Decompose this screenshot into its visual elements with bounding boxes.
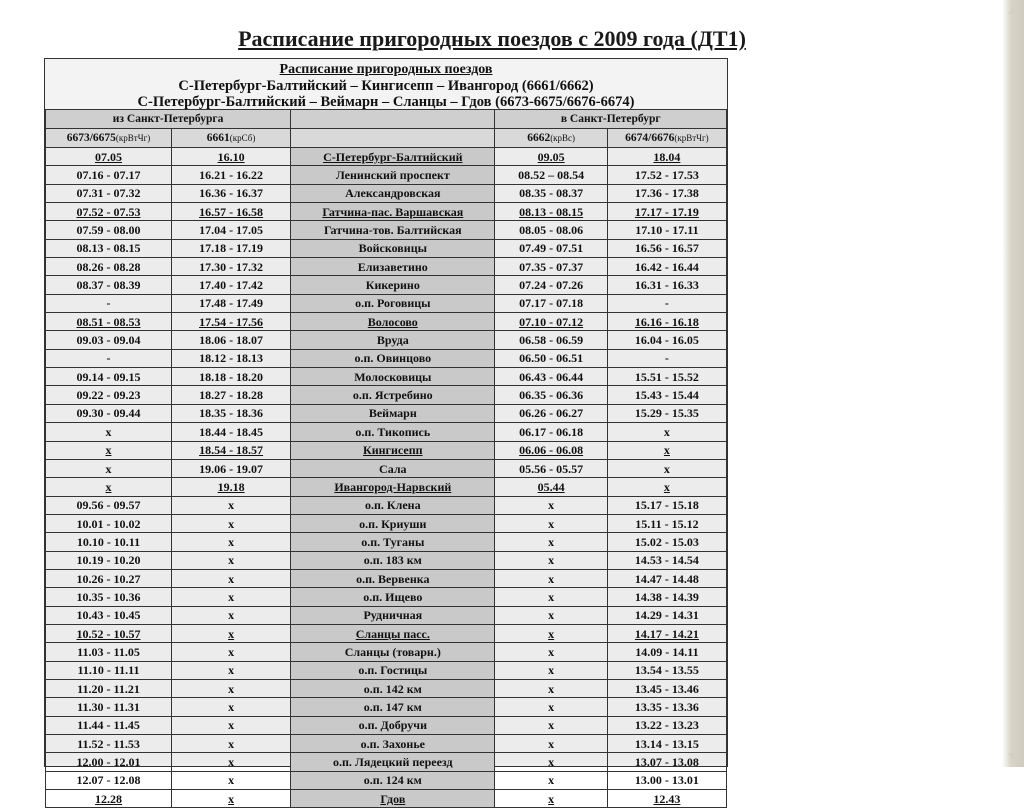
station-name: о.п. Добручи xyxy=(291,716,495,734)
time-from-gdov: 17.36 - 17.38 xyxy=(607,184,726,202)
time-from-ivangorod: 08.35 - 08.37 xyxy=(495,184,607,202)
schedule-row xyxy=(46,753,727,771)
station-name: о.п. Ястребино xyxy=(291,386,495,404)
time-from-ivangorod: 08.05 - 08.06 xyxy=(495,221,607,239)
time-to-ivangorod: x xyxy=(171,496,290,514)
station-name: о.п. Туганы xyxy=(291,533,495,551)
time-to-ivangorod: x xyxy=(171,551,290,569)
schedule-row xyxy=(46,221,727,239)
time-to-gdov: 10.35 - 10.36 xyxy=(46,588,172,606)
time-from-gdov: x xyxy=(607,423,726,441)
schedule-row xyxy=(46,533,727,551)
station-name: Сала xyxy=(291,459,495,477)
time-from-ivangorod: 09.05 xyxy=(495,148,607,166)
time-from-gdov: 17.17 - 17.19 xyxy=(607,203,726,221)
time-to-gdov: 09.30 - 09.44 xyxy=(46,404,172,422)
schedule-row xyxy=(46,735,727,753)
time-to-ivangorod: 16.36 - 16.37 xyxy=(171,184,290,202)
time-to-ivangorod: 18.35 - 18.36 xyxy=(171,404,290,422)
time-from-gdov: 14.17 - 14.21 xyxy=(607,624,726,642)
station-name: Волосово xyxy=(291,313,495,331)
time-to-gdov: 07.31 - 07.32 xyxy=(46,184,172,202)
time-from-ivangorod: 05.56 - 05.57 xyxy=(495,459,607,477)
time-to-ivangorod: 17.04 - 17.05 xyxy=(171,221,290,239)
arrow-up-icon xyxy=(1008,6,1020,14)
time-from-ivangorod: 06.50 - 06.51 xyxy=(495,349,607,367)
station-name: о.п. Лядецкий переезд xyxy=(291,753,495,771)
station-name: Сланцы пасс. xyxy=(291,624,495,642)
station-name: Гдов xyxy=(291,790,495,808)
schedule-row xyxy=(46,606,727,624)
time-to-gdov: - xyxy=(46,294,172,312)
time-to-gdov: 10.52 - 10.57 xyxy=(46,624,172,642)
time-to-gdov: 07.59 - 08.00 xyxy=(46,221,172,239)
schedule-row xyxy=(46,349,727,367)
time-from-gdov: 14.47 - 14.48 xyxy=(607,569,726,587)
station-name: о.п. Криуши xyxy=(291,514,495,532)
schedule-row xyxy=(46,790,727,808)
time-from-ivangorod: x xyxy=(495,753,607,771)
time-from-gdov: 16.31 - 16.33 xyxy=(607,276,726,294)
time-from-ivangorod: 06.43 - 06.44 xyxy=(495,368,607,386)
direction-header-row xyxy=(46,110,727,129)
schedule-row xyxy=(46,294,727,312)
time-to-gdov: 08.13 - 08.15 xyxy=(46,239,172,257)
time-from-ivangorod: 06.26 - 06.27 xyxy=(495,404,607,422)
time-from-ivangorod: 07.24 - 07.26 xyxy=(495,276,607,294)
station-name: о.п. 124 км xyxy=(291,771,495,789)
station-name: Молосковицы xyxy=(291,368,495,386)
train-number-row xyxy=(46,129,727,148)
time-to-gdov: x xyxy=(46,459,172,477)
station-name: Веймарн xyxy=(291,404,495,422)
schedule-row xyxy=(46,148,727,166)
schedule-document xyxy=(44,58,728,806)
time-to-gdov: 09.14 - 09.15 xyxy=(46,368,172,386)
time-to-gdov: 08.37 - 08.39 xyxy=(46,276,172,294)
time-from-ivangorod: 06.06 - 06.08 xyxy=(495,441,607,459)
time-to-gdov: 11.44 - 11.45 xyxy=(46,716,172,734)
time-from-ivangorod: 07.10 - 07.12 xyxy=(495,313,607,331)
time-to-gdov: 10.10 - 10.11 xyxy=(46,533,172,551)
time-from-gdov: 15.17 - 15.18 xyxy=(607,496,726,514)
time-from-ivangorod: x xyxy=(495,790,607,808)
schedule-table xyxy=(45,109,727,808)
time-from-ivangorod: x xyxy=(495,496,607,514)
time-to-gdov: 10.43 - 10.45 xyxy=(46,606,172,624)
time-to-gdov: 12.28 xyxy=(46,790,172,808)
station-name: Елизаветино xyxy=(291,258,495,276)
station-name: Александровская xyxy=(291,184,495,202)
station-name: Гатчина-тов. Балтийская xyxy=(291,221,495,239)
station-name: о.п. Клена xyxy=(291,496,495,514)
time-to-ivangorod: 18.12 - 18.13 xyxy=(171,349,290,367)
time-from-gdov: 16.56 - 16.57 xyxy=(607,239,726,257)
time-to-gdov: 12.00 - 12.01 xyxy=(46,753,172,771)
time-to-gdov: 09.56 - 09.57 xyxy=(46,496,172,514)
time-from-gdov: 13.35 - 13.36 xyxy=(607,698,726,716)
time-to-gdov: 11.20 - 11.21 xyxy=(46,679,172,697)
time-from-gdov: 14.38 - 14.39 xyxy=(607,588,726,606)
schedule-row xyxy=(46,514,727,532)
train-col-station xyxy=(291,129,495,148)
station-name: о.п. Гостицы xyxy=(291,661,495,679)
time-from-gdov: 14.09 - 14.11 xyxy=(607,643,726,661)
time-from-gdov: 16.16 - 16.18 xyxy=(607,313,726,331)
time-to-gdov: 10.01 - 10.02 xyxy=(46,514,172,532)
station-name: Кикерино xyxy=(291,276,495,294)
station-name: о.п. Вервенка xyxy=(291,569,495,587)
time-from-ivangorod: x xyxy=(495,661,607,679)
time-from-gdov: x xyxy=(607,459,726,477)
time-from-ivangorod: x xyxy=(495,588,607,606)
schedule-row xyxy=(46,166,727,184)
train-col-5: 6674/6676(крВтЧг) xyxy=(607,129,726,148)
time-to-gdov: x xyxy=(46,478,172,496)
schedule-row xyxy=(46,276,727,294)
schedule-row xyxy=(46,661,727,679)
time-from-ivangorod: x xyxy=(495,716,607,734)
time-to-ivangorod: x xyxy=(171,753,290,771)
schedule-row xyxy=(46,716,727,734)
time-to-ivangorod: x xyxy=(171,735,290,753)
time-from-gdov: 13.45 - 13.46 xyxy=(607,679,726,697)
train-col-1: 6673/6675(крВтЧг) xyxy=(46,129,172,148)
time-from-gdov: 15.43 - 15.44 xyxy=(607,386,726,404)
station-name: о.п. 183 км xyxy=(291,551,495,569)
time-from-ivangorod: 06.58 - 06.59 xyxy=(495,331,607,349)
station-name: Рудничная xyxy=(291,606,495,624)
time-from-gdov: 14.29 - 14.31 xyxy=(607,606,726,624)
arrow-down-icon xyxy=(1008,753,1020,761)
time-to-gdov: 10.19 - 10.20 xyxy=(46,551,172,569)
station-name: Кингисепп xyxy=(291,441,495,459)
time-from-ivangorod: x xyxy=(495,624,607,642)
time-from-ivangorod: x xyxy=(495,569,607,587)
time-from-gdov: 15.51 - 15.52 xyxy=(607,368,726,386)
time-from-gdov: 12.43 xyxy=(607,790,726,808)
station-name: о.п. Тикопись xyxy=(291,423,495,441)
schedule-row xyxy=(46,331,727,349)
time-from-gdov: 14.53 - 14.54 xyxy=(607,551,726,569)
time-to-ivangorod: 18.06 - 18.07 xyxy=(171,331,290,349)
time-to-gdov: 08.51 - 08.53 xyxy=(46,313,172,331)
schedule-row xyxy=(46,496,727,514)
station-name: Сланцы (товарн.) xyxy=(291,643,495,661)
time-to-gdov: 11.52 - 11.53 xyxy=(46,735,172,753)
station-name: Ленинский проспект xyxy=(291,166,495,184)
station-name: Вруда xyxy=(291,331,495,349)
train-col-2: 6661(крСб) xyxy=(171,129,290,148)
time-to-ivangorod: x xyxy=(171,606,290,624)
time-to-gdov: 07.16 - 07.17 xyxy=(46,166,172,184)
time-to-ivangorod: x xyxy=(171,790,290,808)
time-to-ivangorod: 19.18 xyxy=(171,478,290,496)
schedule-row xyxy=(46,551,727,569)
time-from-ivangorod: x xyxy=(495,735,607,753)
time-to-gdov: 12.07 - 12.08 xyxy=(46,771,172,789)
time-to-ivangorod: 18.18 - 18.20 xyxy=(171,368,290,386)
time-from-ivangorod: x xyxy=(495,643,607,661)
time-to-ivangorod: 17.18 - 17.19 xyxy=(171,239,290,257)
time-to-ivangorod: 18.44 - 18.45 xyxy=(171,423,290,441)
time-to-ivangorod: 16.57 - 16.58 xyxy=(171,203,290,221)
time-to-ivangorod: 16.21 - 16.22 xyxy=(171,166,290,184)
schedule-row xyxy=(46,313,727,331)
time-from-gdov: 15.29 - 15.35 xyxy=(607,404,726,422)
station-name: Гатчина-пас. Варшавская xyxy=(291,203,495,221)
time-to-gdov: 07.05 xyxy=(46,148,172,166)
schedule-row xyxy=(46,478,727,496)
document-heading-1: Расписание пригородных поездов xyxy=(279,62,493,77)
slide-edge-decoration xyxy=(1002,0,1024,767)
station-name: С-Петербург-Балтийский xyxy=(291,148,495,166)
schedule-row xyxy=(46,258,727,276)
time-from-gdov: 13.07 - 13.08 xyxy=(607,753,726,771)
document-heading-3: С-Петербург-Балтийский – Веймарн – Сланцы – Гдов (6673-6675/6676-6674) xyxy=(137,94,635,110)
time-to-ivangorod: x xyxy=(171,698,290,716)
time-to-ivangorod: 18.54 - 18.57 xyxy=(171,441,290,459)
time-to-gdov: 11.03 - 11.05 xyxy=(46,643,172,661)
schedule-row xyxy=(46,698,727,716)
time-to-gdov: x xyxy=(46,441,172,459)
time-to-ivangorod: x xyxy=(171,514,290,532)
time-from-ivangorod: 06.17 - 06.18 xyxy=(495,423,607,441)
time-to-ivangorod: 16.10 xyxy=(171,148,290,166)
schedule-row xyxy=(46,239,727,257)
time-from-gdov: 16.42 - 16.44 xyxy=(607,258,726,276)
time-to-gdov: 07.52 - 07.53 xyxy=(46,203,172,221)
time-to-ivangorod: x xyxy=(171,679,290,697)
schedule-row xyxy=(46,368,727,386)
schedule-row xyxy=(46,643,727,661)
time-to-ivangorod: x xyxy=(171,588,290,606)
time-from-gdov: x xyxy=(607,441,726,459)
from-spb-header: из Санкт-Петербурга xyxy=(46,110,291,129)
time-from-gdov: 13.22 - 13.23 xyxy=(607,716,726,734)
time-from-gdov: 17.52 - 17.53 xyxy=(607,166,726,184)
time-from-ivangorod: 08.13 - 08.15 xyxy=(495,203,607,221)
time-to-ivangorod: 18.27 - 18.28 xyxy=(171,386,290,404)
schedule-row xyxy=(46,624,727,642)
time-from-ivangorod: 07.49 - 07.51 xyxy=(495,239,607,257)
time-from-ivangorod: 07.35 - 07.37 xyxy=(495,258,607,276)
station-name: о.п. Ищево xyxy=(291,588,495,606)
time-to-ivangorod: 17.40 - 17.42 xyxy=(171,276,290,294)
time-to-gdov: 11.30 - 11.31 xyxy=(46,698,172,716)
document-heading-2: С-Петербург-Балтийский – Кингисепп – Ивангород (6661/6662) xyxy=(178,78,594,94)
time-from-ivangorod: x xyxy=(495,606,607,624)
time-from-gdov: 18.04 xyxy=(607,148,726,166)
time-to-ivangorod: x xyxy=(171,771,290,789)
time-to-gdov: 11.10 - 11.11 xyxy=(46,661,172,679)
time-from-ivangorod: 06.35 - 06.36 xyxy=(495,386,607,404)
time-to-ivangorod: x xyxy=(171,716,290,734)
schedule-row xyxy=(46,679,727,697)
time-from-ivangorod: x xyxy=(495,514,607,532)
time-to-ivangorod: 19.06 - 19.07 xyxy=(171,459,290,477)
time-from-gdov: - xyxy=(607,294,726,312)
schedule-row xyxy=(46,459,727,477)
schedule-row xyxy=(46,771,727,789)
time-to-ivangorod: 17.54 - 17.56 xyxy=(171,313,290,331)
station-name: Ивангород-Нарвский xyxy=(291,478,495,496)
time-to-ivangorod: x xyxy=(171,661,290,679)
station-name: о.п. Роговицы xyxy=(291,294,495,312)
document-header xyxy=(45,59,727,109)
time-from-gdov: 17.10 - 17.11 xyxy=(607,221,726,239)
station-name: Войсковицы xyxy=(291,239,495,257)
schedule-row xyxy=(46,423,727,441)
schedule-row xyxy=(46,203,727,221)
time-from-gdov: x xyxy=(607,478,726,496)
time-from-gdov: 13.54 - 13.55 xyxy=(607,661,726,679)
time-from-ivangorod: x xyxy=(495,771,607,789)
time-from-ivangorod: 05.44 xyxy=(495,478,607,496)
train-col-4: 6662(крВс) xyxy=(495,129,607,148)
schedule-row xyxy=(46,184,727,202)
station-header-blank xyxy=(291,110,495,129)
time-to-gdov: 09.03 - 09.04 xyxy=(46,331,172,349)
station-name: о.п. Захонье xyxy=(291,735,495,753)
time-to-ivangorod: 17.30 - 17.32 xyxy=(171,258,290,276)
time-from-ivangorod: x xyxy=(495,551,607,569)
schedule-row xyxy=(46,386,727,404)
schedule-row xyxy=(46,441,727,459)
time-from-ivangorod: x xyxy=(495,698,607,716)
station-name: о.п. 142 км xyxy=(291,679,495,697)
schedule-row xyxy=(46,569,727,587)
time-from-gdov: 15.11 - 15.12 xyxy=(607,514,726,532)
time-from-ivangorod: x xyxy=(495,533,607,551)
time-to-ivangorod: 17.48 - 17.49 xyxy=(171,294,290,312)
time-to-gdov: 09.22 - 09.23 xyxy=(46,386,172,404)
slide-title: Расписание пригородных поездов с 2009 года (ДТ1) xyxy=(238,26,746,51)
time-from-gdov: 13.00 - 13.01 xyxy=(607,771,726,789)
time-from-ivangorod: 07.17 - 07.18 xyxy=(495,294,607,312)
time-from-ivangorod: x xyxy=(495,679,607,697)
time-to-ivangorod: x xyxy=(171,624,290,642)
time-from-gdov: 15.02 - 15.03 xyxy=(607,533,726,551)
time-to-ivangorod: x xyxy=(171,533,290,551)
schedule-row xyxy=(46,404,727,422)
time-from-gdov: 13.14 - 13.15 xyxy=(607,735,726,753)
time-to-ivangorod: x xyxy=(171,569,290,587)
time-to-gdov: 10.26 - 10.27 xyxy=(46,569,172,587)
station-name: о.п. 147 км xyxy=(291,698,495,716)
time-to-gdov: 08.26 - 08.28 xyxy=(46,258,172,276)
schedule-row xyxy=(46,588,727,606)
time-to-gdov: x xyxy=(46,423,172,441)
time-from-gdov: - xyxy=(607,349,726,367)
time-to-ivangorod: x xyxy=(171,643,290,661)
time-to-gdov: - xyxy=(46,349,172,367)
station-name: о.п. Овинцово xyxy=(291,349,495,367)
time-from-gdov: 16.04 - 16.05 xyxy=(607,331,726,349)
time-from-ivangorod: 08.52 – 08.54 xyxy=(495,166,607,184)
to-spb-header: в Санкт-Петербург xyxy=(495,110,727,129)
